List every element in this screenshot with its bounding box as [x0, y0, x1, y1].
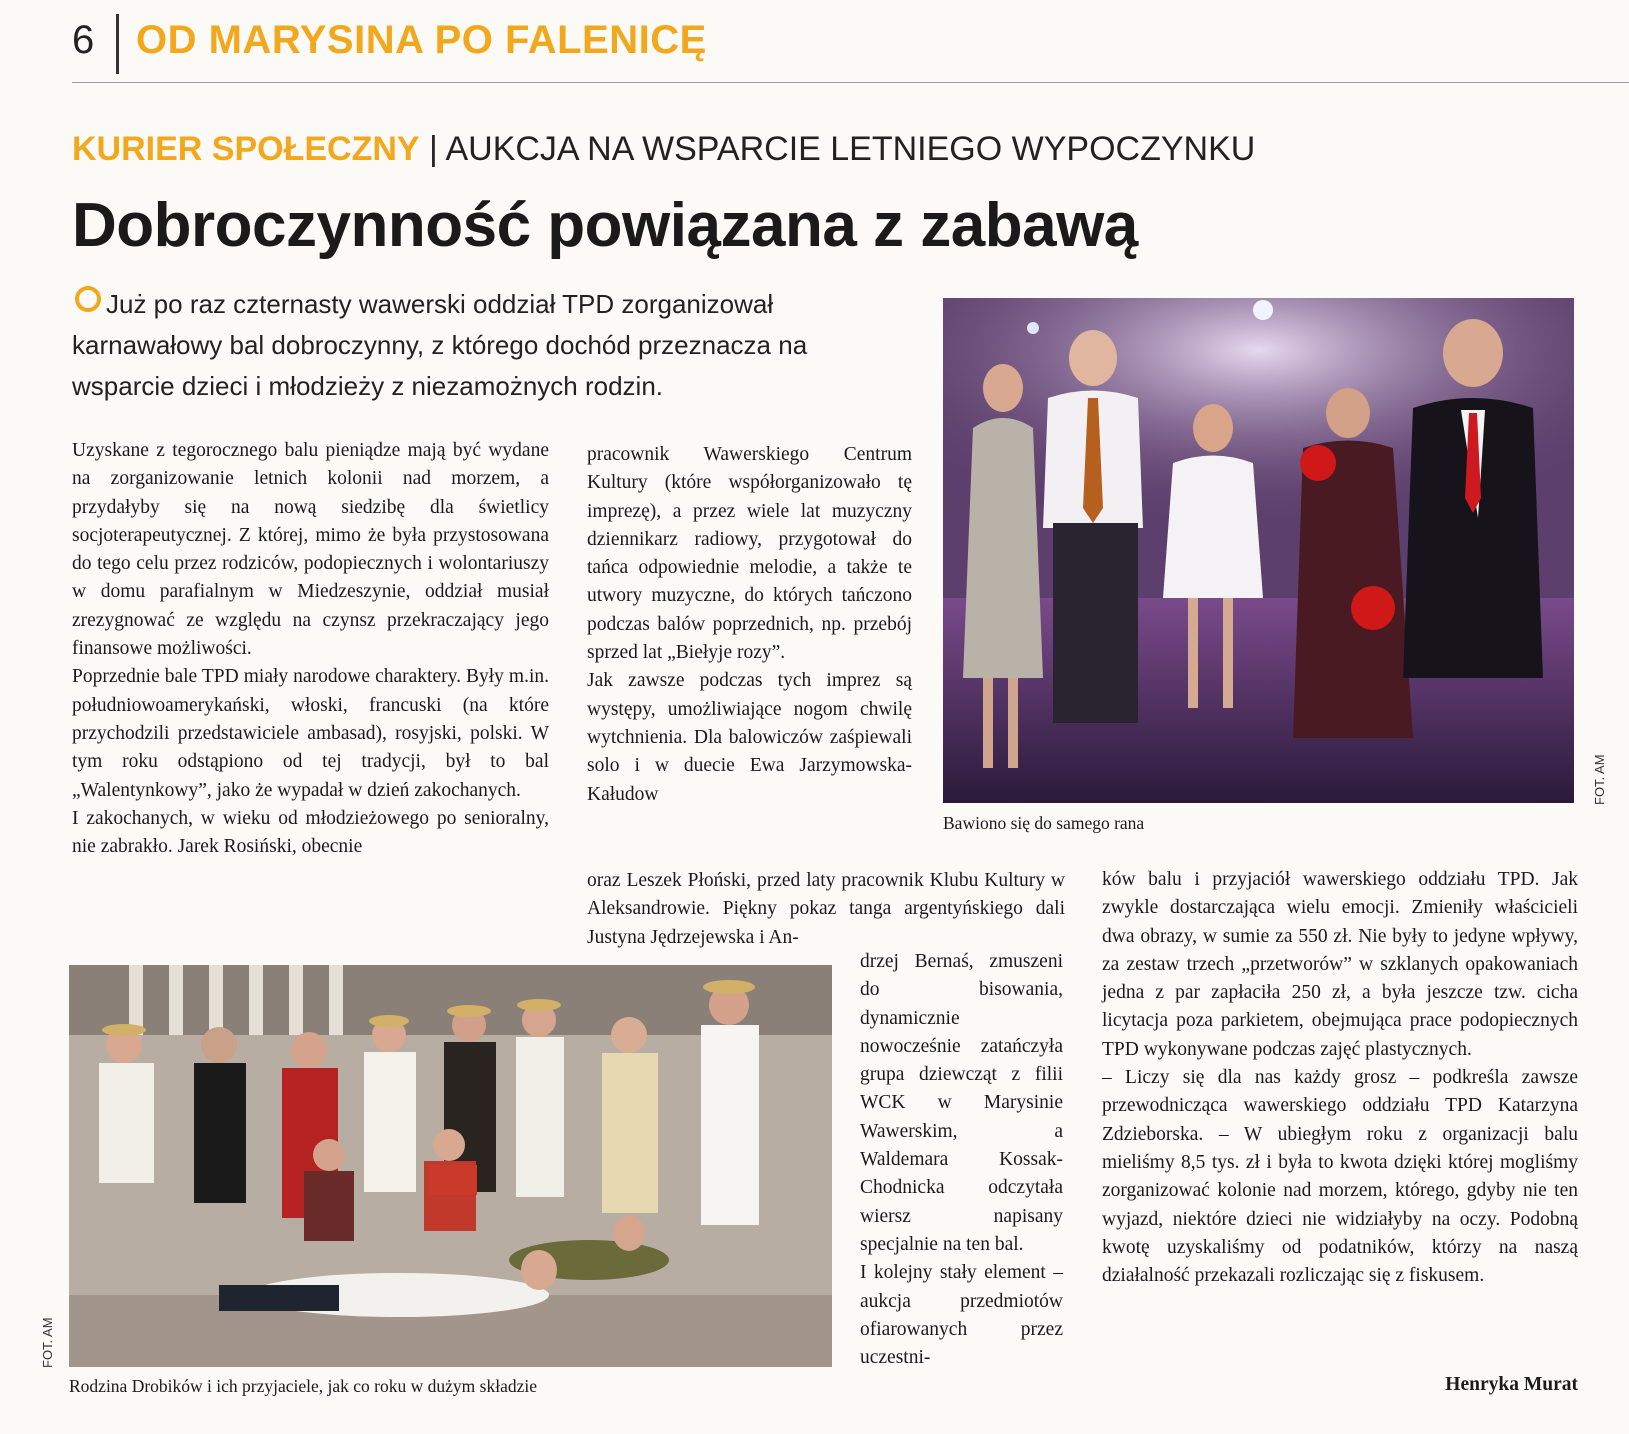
kicker: [72, 130, 1255, 169]
paragraph: ków balu i przyjaciół wawerskiego oddziału TPD. Jak zwykle dostarczająca wielu emocji. Zmieniły właścicieli dwa obrazy, w sumie za 550 zł. Nie były to jedyne wpływy, za zestaw trzech „przetworów” w szklanych opakowaniach jedna z par zapłaciła 250 zł, a była jeszcze tzw. cicha licytacja poza parkietem, obejmująca prace podopiecznych TPD wykonywane podczas zajęć plastycznych.: [1102, 869, 1578, 1060]
photo-credit: FOT. AM: [1592, 754, 1607, 805]
photo-dancers-image: [943, 298, 1574, 803]
header-rule: [72, 82, 1629, 83]
paragraph: Uzyskane z tegorocznego balu pieniądze mają być wydane na zorganizowanie letnich kolonii nad morzem, a przydałyby się na nową siedzibę dla świetlicy socjoterapeutycznej. Z której, mimo że była przystosowana do tego celu przez rodziców, podopiecznych i wolontariuszy w domu parafialnym w Miedzeszynie, oddział musiał zrezygnować ze względu na czynsz przekraczający jego finansowe możliwości.: [72, 440, 549, 660]
photo-group: [69, 965, 832, 1367]
kicker-label: KURIER SPOŁECZNY: [72, 130, 420, 168]
section-title: OD MARYSINA PO FALENICĘ: [136, 18, 707, 62]
article-column-1: [72, 437, 549, 861]
page-number: 6: [72, 18, 95, 62]
paragraph: Poprzednie bale TPD miały narodowe charaktery. Były m.in. południowoamerykański, włoski, francuski (na które przychodzili przedstawiciele ambasad), rosyjski, polski. W tym roku odstąpiono od tej tradycji, był to bal „Walentynkowy”, jako że wypadał w dzień zakochanych.: [72, 666, 549, 801]
paragraph: drzej Bernaś, zmuszeni do bisowania, dynamicznie nowocześnie zatańczyła grupa dziewcząt z filii WCK w Marysinie Wawerskim, a Waldemara Kossak-Chodnicka odczytała wiersz napisany specjalnie na ten bal.: [860, 951, 1063, 1255]
photo-caption: Bawiono się do samego rana: [943, 813, 1145, 833]
photo-caption: Rodzina Drobików i ich przyjaciele, jak co roku w dużym składzie: [69, 1376, 537, 1396]
kicker-subject: AUKCJA NA WSPARCIE LETNIEGO WYPOCZYNKU: [445, 130, 1256, 168]
paragraph: oraz Leszek Płoński, przed laty pracownik Klubu Kultury w Aleksandrowie. Piękny pokaz tanga argentyńskiego dali Justyna Jędrzejewska i An-: [587, 870, 1065, 948]
lead-paragraph: [72, 284, 912, 407]
header-divider: [116, 14, 119, 74]
photo-group-image: [69, 965, 832, 1367]
paragraph: I zakochanych, w wieku od młodzieżowego po senioralny, nie zabrakło. Jarek Rosiński, obecnie: [72, 807, 549, 858]
photo-credit: FOT. AM: [40, 1317, 55, 1368]
paragraph: Jak zawsze podczas tych imprez są występy, umożliwiające nogom chwilę wytchnienia. Dla balowiczów zaśpiewali solo i w duecie Ewa Jarzymowska-Kałudow: [587, 670, 912, 805]
article-column-2-wide: [587, 867, 1065, 952]
article-column-2-narrow: [860, 948, 1063, 1372]
author-byline: Henryka Murat: [1445, 1374, 1578, 1395]
article-column-3: [1102, 866, 1578, 1290]
photo-dancers: [943, 298, 1574, 803]
kicker-separator: |: [429, 130, 438, 168]
paragraph: – Liczy się dla nas każdy grosz – podkreśla zawsze przewodnicząca wawerskiego oddziału TPD Katarzyna Zdzieborska. – W ubiegłym roku z organizacji balu mieliśmy 8,5 tys. zł i była to kwota dzięki której mogliśmy zorganizować kolonie nad morzem, którego, gdyby nie ten wyjazd, niektóre dzieci nie widziałyby na oczy. Podobną kwotę uzyskaliśmy od podatników, którzy na naszą działalność przekazali rozliczając się z fiskusem.: [1102, 1067, 1578, 1287]
paragraph: I kolejny stały element – aukcja przedmiotów ofiarowanych przez uczestni-: [860, 1262, 1063, 1369]
article-column-2: [587, 441, 912, 809]
headline: Dobroczynność powiązana z zabawą: [72, 191, 1138, 260]
lead-text: Już po raz czternasty wawerski oddział TPD zorganizował karnawałowy bal dobroczynny, z którego dochód przeznacza na wsparcie dzieci i młodzieży z niezamożnych rodzin.: [72, 289, 808, 401]
paragraph: pracownik Wawerskiego Centrum Kultury (które współorganizowało tę imprezę), a przez wiele lat muzyczny dziennikarz radiowy, przygotował do tańca odpowiednie melodie, a także te utwory muzyczne, do których tańczono podczas balów poprzednich, np. przebój sprzed lat „Biełyje rozy”.: [587, 444, 912, 664]
